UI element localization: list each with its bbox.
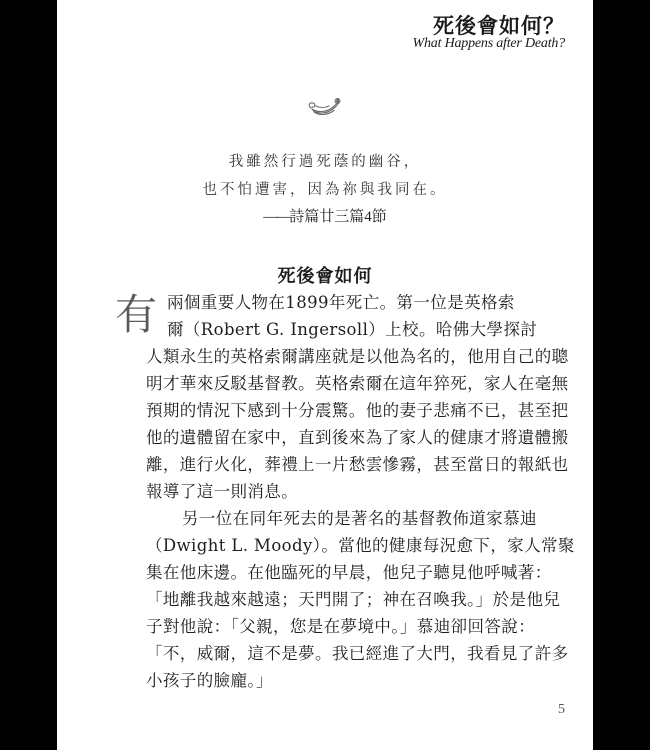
body-text: [115, 289, 575, 694]
epigraph-line: 也不怕遭害，因為祢與我同在。: [202, 182, 448, 198]
text-line: 明才華來反駁基督教。英格索爾在這年猝死，家人在毫無: [146, 374, 569, 393]
flourish-ornament-icon: [306, 96, 344, 116]
text-line: 爾（Robert G. Ingersoll）上校。哈佛大學探討: [167, 320, 538, 339]
book-page: [57, 0, 593, 750]
section-title: 死後會如何: [277, 266, 373, 287]
text-line: 小孩子的臉龐。」: [146, 671, 273, 690]
epigraph-dash: ——: [263, 209, 290, 225]
text-line: （Dwight L. Moody）。當他的健康每況愈下，家人常聚: [146, 536, 575, 555]
text-line: 另一位在同年死去的是著名的基督教佈道家慕迪: [182, 509, 537, 528]
text-line: 離，進行火化，葬禮上一片愁雲慘霧，甚至當日的報紙也: [146, 455, 569, 474]
paragraph-moody: [146, 505, 575, 694]
running-head-title-en: What Happens after Death?: [412, 36, 565, 51]
epigraph: [57, 148, 593, 230]
epigraph-reference: [57, 204, 593, 230]
text-line: 報導了這一則消息。: [146, 482, 299, 501]
running-head-title-zh: 死後會如何？: [433, 13, 565, 38]
epigraph-line: 我雖然行過死蔭的幽谷，: [228, 154, 422, 170]
text-line: 「不，威爾，這不是夢。我已經進了大門，我看見了許多: [146, 644, 569, 663]
text-line: 他的遺體留在家中，直到後來為了家人的健康才將遺體搬: [146, 428, 569, 447]
paragraph-ingersoll: [115, 289, 569, 505]
text-line: 兩個重要人物在1899年死亡。第一位是英格索: [167, 293, 515, 312]
text-line: 子對他說：「父親，您是在夢境中。」慕迪卻回答說：: [146, 617, 536, 636]
text-line: 人類永生的英格索爾講座就是以他為名的，他用自己的聰: [146, 347, 569, 366]
text-line: 「地離我越來越遠；天門開了；神在召喚我。」於是他兒: [146, 590, 561, 609]
drop-cap: 有: [115, 290, 158, 339]
running-head: [413, 14, 565, 51]
epigraph-citation: 詩篇廿三篇4節: [289, 209, 387, 225]
text-line: 集在他床邊。在他臨死的早晨，他兒子聽見他呼喊著：: [146, 563, 552, 582]
text-line: 預期的情況下感到十分震驚。他的妻子悲痛不已，甚至把: [146, 401, 569, 420]
page-number: 5: [558, 702, 565, 717]
